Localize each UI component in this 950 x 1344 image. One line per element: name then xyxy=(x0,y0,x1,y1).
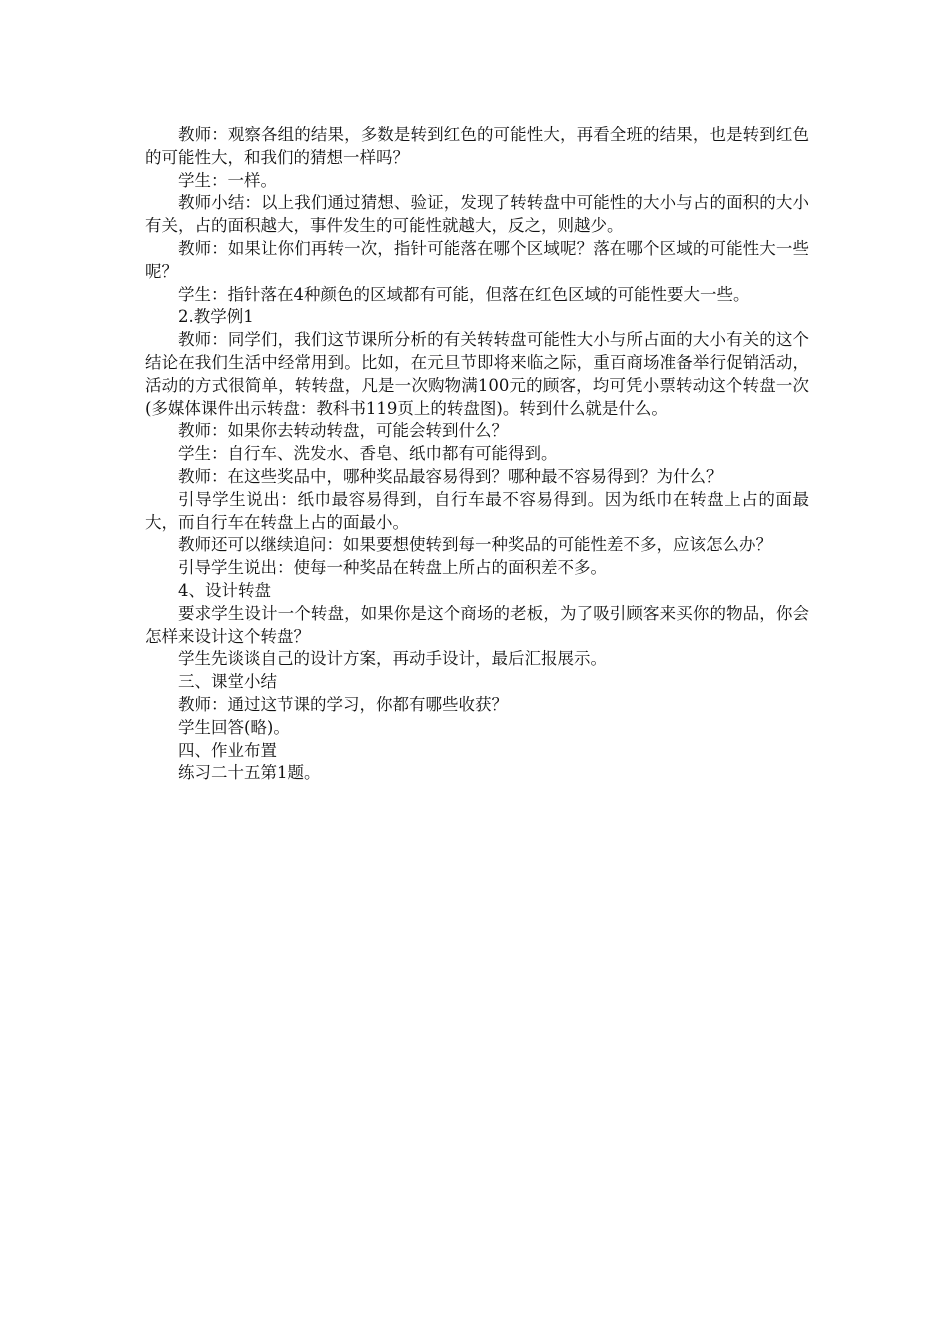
paragraph: 教师：同学们，我们这节课所分析的有关转转盘可能性大小与所占面的大小有关的这个结论在我们生活中经常用到。比如，在元旦节即将来临之际，重百商场准备举行促销活动，活动的方式很简单，转转盘，凡是一次购物满100元的顾客，均可凭小票转动这个转盘一次(多媒体课件出示转盘：教科书119页上的转盘图)。转到什么就是什么。 xyxy=(145,330,809,418)
paragraph: 教师：在这些奖品中，哪种奖品最容易得到？哪种最不容易得到？为什么？ xyxy=(178,466,723,486)
paragraph: 教师还可以继续追问：如果要想使转到每一种奖品的可能性差不多，应该怎么办？ xyxy=(178,535,772,555)
section-heading: 三、课堂小结 xyxy=(178,672,277,692)
section-heading: 2.教学例1 xyxy=(178,307,254,327)
paragraph: 要求学生设计一个转盘，如果你是这个商场的老板，为了吸引顾客来买你的物品，你会怎样来设计这个转盘？ xyxy=(145,603,809,646)
paragraph: 教师小结：以上我们通过猜想、验证，发现了转转盘中可能性的大小与占的面积的大小有关，占的面积越大，事件发生的可能性就越大，反之，则越少。 xyxy=(145,193,809,236)
paragraph: 学生回答(略)。 xyxy=(178,717,290,737)
paragraph: 教师：如果让你们再转一次，指针可能落在哪个区域呢？落在哪个区域的可能性大一些呢？ xyxy=(145,238,809,281)
document-page xyxy=(145,124,809,785)
paragraph: 教师：观察各组的结果，多数是转到红色的可能性大，再看全班的结果，也是转到红色的可能性大，和我们的猜想一样吗？ xyxy=(145,125,809,167)
paragraph: 教师：通过这节课的学习，你都有哪些收获？ xyxy=(178,694,508,714)
paragraph: 学生：指针落在4种颜色的区域都有可能，但落在红色区域的可能性要大一些。 xyxy=(178,284,750,304)
section-heading: 四、作业布置 xyxy=(178,740,277,760)
paragraph: 学生先谈谈自己的设计方案，再动手设计，最后汇报展示。 xyxy=(178,649,607,669)
paragraph: 引导学生说出：纸巾最容易得到，自行车最不容易得到。因为纸巾在转盘上占的面最大，而自行车在转盘上占的面最小。 xyxy=(145,489,809,532)
paragraph: 学生：一样。 xyxy=(178,170,277,190)
paragraph: 练习二十五第1题。 xyxy=(178,763,321,783)
section-heading: 4、设计转盘 xyxy=(178,580,271,600)
paragraph: 教师：如果你去转动转盘，可能会转到什么？ xyxy=(178,421,508,441)
paragraph: 引导学生说出：使每一种奖品在转盘上所占的面积差不多。 xyxy=(178,558,607,578)
paragraph: 学生：自行车、洗发水、香皂、纸巾都有可能得到。 xyxy=(178,444,558,464)
